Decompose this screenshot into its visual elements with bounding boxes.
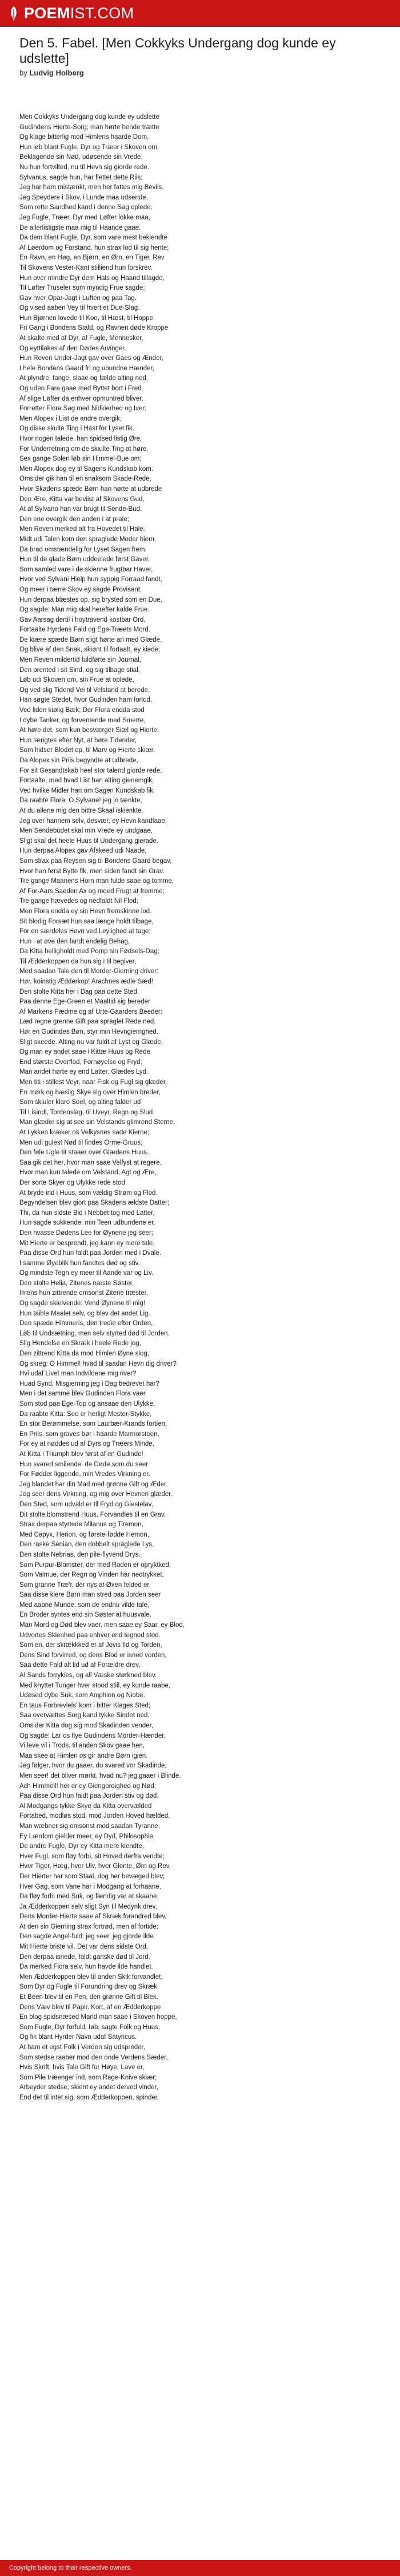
poem-line: En Broder syntes end sin Søster at huusvale. — [19, 1611, 151, 1619]
footer-copyright: Copyright belong to their respective owners. — [9, 2565, 132, 2571]
poem-line: Thi, da hun sidste Bid i Nebbet tog med Latter, — [19, 1209, 155, 1217]
poem-line: Jeg følger, hvor du gaaer, du svared vor Skadinde; — [19, 1762, 167, 1770]
poem-line: Og man ey andet saae i Kittæ Huus og Rede — [19, 1049, 150, 1056]
poem-line: En mørk og hæslig Skye sig over Himlen breder, — [19, 1089, 161, 1096]
site-logo-text — [24, 5, 134, 22]
poem-title: Den 5. Fabel. [Men Cokkyks Undergang dog kunde ey udslette] — [19, 35, 336, 66]
poem-line: Saa disse kiere Børn man stred paa Jorden seer — [19, 1591, 161, 1599]
poem-line: Dit stolte blomstrend Huus, Forvandles til en Grav. — [19, 1511, 166, 1518]
poem-line: For ey at nøddes ud af Dyrs og Træers Minde, — [19, 1441, 154, 1448]
poem-line: Mit Hierte briste vil. Det var dens sidste Ord, — [19, 1943, 148, 1951]
poem-line: Strax derpaa styrtede Milanus og Tiremon, — [19, 1521, 143, 1529]
poem-line: Den Ære, Kitta var beviist af Skovens Gud, — [19, 495, 145, 503]
poem-line: Saa gik det her, hvor man saae Velfyst at regere, — [19, 1159, 162, 1166]
poem-line: Hun over mindre Dyr dem Hals og Haand tillagde, — [19, 274, 165, 282]
poem-line: Hun til de glade Børn uddeelede først Gaver, — [19, 556, 150, 563]
poem-line: En Ravn, en Høg, en Bjørn, en Ørn, en Tiger, Rev — [19, 254, 165, 262]
poem-body — [19, 113, 385, 2103]
poem-line: Dens Væv blev til Papir. Kort, af en Ædderkoppe — [19, 2003, 161, 2011]
poem-line: For Underretning om de skiulte Ting at høre. — [19, 445, 149, 453]
poem-line: Og uden Fare gaae med Byttet bort i Fred. — [19, 385, 143, 393]
poem-line: Fortabed, modløs stod, mod Jorden Hoved hælded. — [19, 1813, 170, 1820]
poem-line: Al Sands forrykies, og all Væske størkned blev. — [19, 1672, 157, 1679]
poem-line: Omsider Kitta dog sig mod Skadinden vender, — [19, 1722, 153, 1729]
poem-line: Al Modgangs tykke Skye da Kitta overvælded — [19, 1802, 152, 1810]
poem-line: Begyndelsen blev giort paa Skadens ældste Datter; — [19, 1199, 170, 1207]
poem-line: Som stod paa Ege-Top og ansaae den Ulykke. — [19, 1401, 155, 1407]
poem-line: At bryde ind i Huus, som vældig Strøm og Flod. — [19, 1189, 158, 1197]
poem-line: Dens Morder-Hierte saae af Skræk forandred blev, — [19, 1913, 167, 1921]
poem-line: Af For-Aars Saeden Ax og moed Frugt at fromme; — [19, 887, 165, 895]
site-header — [0, 0, 400, 27]
poem-line: Den Sted, som udvald er til Fryd og Giestelav, — [19, 1501, 153, 1508]
poem-line: Til Skovens Vester-Kant stilliend hun forskrev. — [19, 264, 153, 271]
poem-line: Og klage bitterlig mod Himlens haarde Dom, — [19, 134, 149, 141]
poem-line: Sex gange Solen løb sin Himmel-Bue om; — [19, 455, 142, 463]
poem-line: Som Fugle, Dyr forfuld, løb, sagte Folk og Huus, — [19, 2023, 161, 2031]
poem-line: Gudindens Hierte-Sorg; man hørte hende trætte — [19, 123, 159, 131]
poem-line: Saa overvættes Sorg kand tykke Sindet ned. — [19, 1712, 150, 1719]
poem-line: Men Alopex i List de andre overgik, — [19, 415, 122, 422]
poem-line: End største Overflod, Fornøyelse og Fryd; — [19, 1058, 142, 1066]
poem-line: Og vised aaben Vey til hvert et Due-Slag. — [19, 305, 140, 312]
poem-line: Til Ædderkoppen da hun sig i til begiver, — [19, 958, 137, 965]
poem-line: Arbeyder stedse, skient ey andet derved vinder, — [19, 2084, 158, 2091]
poem-line: Fortaalte Hyrdens Fald og Ege-Træets Mord. — [19, 626, 151, 634]
poem-line: Der Hierter har som Staal, dog her bevæged blev; — [19, 1873, 165, 1880]
poem-line: Den ene overgik den anden i at prale; — [19, 515, 129, 523]
poem-line: Som Pile træenger ind, som Rage-Knive skiær; — [19, 2074, 157, 2081]
poem-line: Den stolte Kitta her i Dag paa dette Sted, — [19, 988, 139, 995]
poem-line: Hun løb blant Fugle, Dyr og Træer i Skoven om, — [19, 143, 159, 151]
poem-line: Læd regne grenne Gift paa spraglet Rede ned, — [19, 1018, 156, 1026]
poem-line: Hver Fugl, som fløy forbi, sit Hoved derfra vendte; — [19, 1853, 165, 1860]
poem-line: Men Reven merked alt fra Hovedet til Hale. — [19, 526, 145, 533]
poem-line: Som hidser Blodet op, til Marv og Hierte skiær. — [19, 747, 155, 754]
poem-line: Paa disse Ord hun faldt paa Jorden med i Dvale. — [19, 1250, 162, 1257]
poem-content — [19, 35, 385, 2103]
poem-line: Da Alopex sin Priis begyndte at udbrede, — [19, 757, 138, 764]
poem-line: Jeg har ham mistænkt, men her fattes mig Beviis. — [19, 184, 164, 191]
poem-line: For Fødder liggende, min Vredes Virkning er. — [19, 1471, 150, 1478]
poem-line: Omsider gik han til en snaksom Skade-Rede, — [19, 475, 151, 483]
poem-line: For en særdeles Hevn ved Leylighed at tage; — [19, 928, 151, 935]
by-label: by — [19, 69, 27, 77]
poem-line: Hver Gag, som Vane har i Modgang at forhaane, — [19, 1883, 161, 1890]
poem-line: Da fløy forbi med Suk, og fændig var at skaane. — [19, 1893, 159, 1901]
poem-line: Man andet hørte ey end Latter, Glædes Lyd. — [19, 1069, 149, 1076]
logo-suffix: IST.COM — [70, 5, 134, 22]
poem-line: Og sagde: Lar os flye Gudindens Morder-Hænder. — [19, 1732, 166, 1739]
poem-line: Hun derpaa Alopex gav Afskeed udi Naade, — [19, 847, 147, 855]
poem-line: Hvor Skadens spæde Børn han hørte at udbrede — [19, 485, 162, 493]
poem-line: Gav hver Opar-Jagt i Luften og paa Tag. — [19, 294, 137, 302]
poem-line: Som Valmue, der Regn og Vinden har nedtrykket, — [19, 1571, 164, 1579]
poem-line: Den prented i sit Sind, og sig tilbage stial, — [19, 666, 140, 674]
poem-line: Sit blodig Forsæt hun saa længe holdt tilbage, — [19, 918, 154, 925]
poem-line: Man wæbner sig omsonst mod saadan Tyranne, — [19, 1822, 160, 1830]
poem-line: Den stolte Nebrias, den pile-flyvend Drys. — [19, 1551, 141, 1558]
poem-line: Den derpaa isnede, faldt ganske død til Jord. — [19, 1953, 150, 1961]
poem-line: Hun taible Maalet selv, og blev det andet Lig. — [19, 1310, 150, 1317]
poem-line: Men udi gulest Nød til findes Orme-Gruus, — [19, 1139, 143, 1146]
poem-line: Med aabne Munde, som de endnu vilde tale, — [19, 1601, 149, 1609]
poem-line: Hun i at øve den fandt endelig Behag, — [19, 938, 130, 945]
poem-line: Da Kitta helligholdt med Pomp sin Fødsels-Dag; — [19, 948, 159, 955]
poem-line: Et Been blev til en Pen, den grønne Gift til Blek. — [19, 1994, 158, 2001]
poem-line: Man Mord og Død blev vaer, men saae ey Saar, ey Blod, — [19, 1622, 185, 1629]
poem-line: Der sorte Skyer og Ulykke rede stod — [19, 1179, 125, 1186]
poem-line: Men i det samme blev Gudinden Flora vaer, — [19, 1390, 147, 1398]
poem-line: En taus Forbrevlels' kom i bitter Klages Sted; — [19, 1702, 151, 1709]
poem-line: Med saadan Tale den til Morder-Gierning driver: — [19, 968, 159, 975]
poem-line: At du allene mig den bittre Skaal iskienkte. — [19, 807, 143, 814]
poem-line: Til Lisindl, Tordenslag, til Uveyr, Regn og Slud. — [19, 1109, 155, 1116]
poem-line: Da dem blant Fugle, Dyr, som vare mest bekiendte — [19, 234, 167, 242]
poem-line: Hvis Skrift, hvis Tale Gift for Høye, Lave er, — [19, 2064, 145, 2071]
poem-line: Løb udi Skoven om, sin Frue at oplede, — [19, 677, 134, 684]
poem-line: Tre gange Maanens Horn man fulde saae og tomme, — [19, 878, 174, 885]
poem-line: Den sagde Angel-fuld: jeg seer, jeg gjorde ilde. — [19, 1933, 155, 1941]
poem-line: Da merked Flora selv, hun havde ilde handlet. — [19, 1963, 153, 1971]
poem-line: Den zittrend Kitta da mod Himlen Øyne slog, — [19, 1350, 149, 1358]
poem-line: Hvor nogen talede, han spidsed listig Øre, — [19, 435, 142, 442]
poem-line: Som strax paa Reysen sig til Bondens Gaard begav, — [19, 857, 172, 865]
poem-line: Ved liden kiølig Bæk; Der Flora endda stod — [19, 707, 145, 714]
poem-line: Men seer! det bliver mørkt, hvad nu? jeg gaaer i Blinde. — [19, 1772, 181, 1779]
poem-line: Slig Hendelse en Skræk i heele Rede jog, — [19, 1340, 141, 1347]
poem-line: Gav Aarsag dertil i hoytravend kostbar Ord, — [19, 616, 146, 623]
poem-line: Med knyttet Tunger hver stood stiil, ey kunde raabe, — [19, 1682, 171, 1689]
poem-line: Midt udi Talen kom den spraglede Moder hiem, — [19, 535, 156, 543]
poem-line: Da raabte Flora: O Sylvane! jeg jo tænkte, — [19, 797, 142, 805]
poem-line: Den spæde Himmeris, den tredie efter Orden, — [19, 1320, 153, 1327]
poem-line: Hun længtes efter Nyt, at høre Tidender, — [19, 737, 137, 744]
poem-line: Men Sendebudet skal min Vrede ey undgaae, — [19, 827, 153, 835]
poem-line: Jeg over hannem selv, desvær, ey Hevn kandfaae; — [19, 817, 167, 825]
poem-line: Af Markens Fædme og af Urte-Gaarders Beeder; — [19, 1008, 162, 1015]
poem-line: Hun Bjørnen lovede til Koe, til Hæst, til Hoppe — [19, 314, 153, 322]
poem-line: Paa disse Ord hun faldt paa Jorden stiv og død. — [19, 1793, 159, 1800]
poem-line: Som en, der skrækkked er af Jovis Ild og Torden, — [19, 1642, 162, 1649]
poem-line: Men Flora endda ey sin Hevn fremskinne lod. — [19, 907, 152, 915]
poem-line: Til Løfter Truseler som myndig Frue sagde; — [19, 285, 145, 292]
site-footer — [0, 2560, 400, 2576]
poem-line: Og sagde skielvende: Vend Øynene til mig! — [19, 1300, 145, 1307]
poem-line: Maa skee at Himlen os gir andre Børn igien. — [19, 1752, 148, 1759]
poem-line: Jeg blandet har din Mad med grønne Gift og Æder. — [19, 1481, 168, 1488]
poem-line: End det til intet sig, som Ædderkoppen, spinder. — [19, 2094, 159, 2101]
poem-line: Ved hvilke Midler han om Sagen Kundskab fik. — [19, 787, 155, 794]
author-link[interactable]: Ludvig Holberg — [29, 69, 84, 77]
poem-line: Som granne Træ'r, der nys af Øxen felded er, — [19, 1581, 151, 1589]
poem-line: Paa denne Ege-Green et Maaltid sig bereder — [19, 998, 150, 1006]
poem-line: Man glæder sig at see sin Velstands glimrend Sterne, — [19, 1119, 175, 1126]
poem-line: Men Cokkyks Undergang dog kunde ey udslette — [19, 114, 159, 121]
poem-line: Den hvasse Dødens Lee for Øynene jeg seer; — [19, 1229, 153, 1237]
poem-line: Hun Reven Under-Jagt gav over Gaes og Ænder, — [19, 355, 163, 362]
poem-line: De allerlistigste maa mig til Haande gaae. — [19, 224, 141, 231]
poem-line: Som samled vare i de skienne frugtbar Haver, — [19, 566, 153, 573]
poem-line: Udvortes Skienhed paa enhver end tegned stod. — [19, 1631, 161, 1639]
poem-line: Men Ædderkoppen blev til anden Skik forvandlet, — [19, 1973, 163, 1981]
poem-line: Af slige Løfter da enhver opmuntred bliver, — [19, 395, 143, 402]
poem-line: Som stedse raaber mod den onde Verdens Sæder, — [19, 2054, 168, 2061]
poem-line: Da raabte Kitta: See er herligt Mester-Stykke, — [19, 1410, 152, 1418]
poem-line: Og sagde: Man mig skal herefter kalde Frue. — [19, 606, 150, 614]
poem-line: Hør, koinstig Ædderkop! Arachnes ædle Sæd! — [19, 978, 153, 986]
poem-line: Og fik blant Hyrder Navn udaf Satyricus. — [19, 2034, 137, 2041]
poem-line: Da brad omstændelig for Lyset Sagen frem. — [19, 546, 147, 553]
poem-line: Og skreg: O Himmel! hvad til saadan Hevn dig driver? — [19, 1360, 177, 1367]
poem-line: Hvi udaf Livet man Indvildene mig river? — [19, 1370, 137, 1378]
poem-line: At Lykken kræker os Velkysnes sade Kierne; — [19, 1129, 150, 1136]
poem-line: Den føle Ugle tit staaer over Glædens Huus. — [19, 1149, 149, 1157]
poem-line: Hvor ved Sylvani Hielp hun syppig Forraad fandt, — [19, 576, 162, 583]
poem-line: Huad Synd, Misgierning jeg i Dag bedrevet har? — [19, 1380, 159, 1387]
poem-line: For sit Gesandtskab heel stor talend giorde rede, — [19, 767, 162, 774]
poem-line: Som skiuler klare Soel, og alting falder ud — [19, 1099, 141, 1106]
poem-line: Som Purpur-Blomster, der med Roden er opryktked, — [19, 1561, 171, 1569]
poem-line: Hør en Gudindes Bøn, styr min Hevngierrighed. — [19, 1029, 158, 1036]
poem-line: Og meer i tærre Skov ey sagde Provisant. — [19, 586, 142, 593]
poem-line: Mit Hierte er besprendt, jeg kann ey mere tale. — [19, 1239, 155, 1247]
poem-line: Dens Sind forvirred, og dens Blod er isned vorden, — [19, 1651, 167, 1659]
poem-line: Sligt skal det heele Huus til Undergang gierade. — [19, 837, 158, 845]
poem-line: At skalte med af Dyr, af Fugle, Mennesker, — [19, 335, 143, 342]
poem-line: At Kitta i Triumph blev først af en Gudinde! — [19, 1450, 143, 1458]
poem-line: Imens hun zittrende omsonst Zitene træster, — [19, 1290, 148, 1297]
poem-line: At høre det, som kun besværger Siæl og Hierte. — [19, 727, 159, 734]
poem-line: Men titi i stillest Veyr, naar Fisk og Fugl sig glæder, — [19, 1079, 167, 1086]
poem-line: Jeg seer dens Virkning, og mig over Hevnen glæder. — [19, 1491, 173, 1498]
poem-line: Den raske Senian, den dobbelt spraglede Lys, — [19, 1541, 154, 1549]
poem-line: At af Sylvano han var brugt til Sende-Bud. — [19, 506, 142, 513]
quill-pen-icon — [8, 6, 19, 22]
poem-line: I samme Øyeblik hun fandtes død og stiv, — [19, 1259, 140, 1267]
poem-line: I dybe Tanker, og forventende med Smerte, — [19, 717, 146, 724]
logo-main: POEM — [24, 5, 70, 22]
poem-line: At den sin Gierning strax fortrød, men af fortide; — [19, 1923, 158, 1930]
poem-line: Den stolte Helia, Zitenes næste Søster, — [19, 1279, 134, 1287]
poem-line: Jeg Fugle, Træer, Dyr med Løfter lokke maa, — [19, 214, 150, 221]
poem-line: Men Reven mildertid fuldførte sin Journal, — [19, 657, 141, 664]
poem-line: Ey Lærdom gielder meer, ey Dyd, Philosophie. — [19, 1833, 155, 1840]
poem-line: Forretter Flora Sag med Nidkierhed og Iver; — [19, 405, 147, 413]
poem-line: Sylvanus, sagde hun, har flettet dette Riis; — [19, 174, 143, 181]
poem-line: Fri Gang i Bondens Stald, og Ravnen døde Kroppe — [19, 325, 169, 332]
poem-line: Hver Tiger, Hæg, hver Ulv, hver Glente, Ørn og Rev, — [19, 1863, 171, 1870]
poem-byline — [19, 69, 385, 77]
poem-line: Hvor man kun talede om Velstand, Agt og Ære, — [19, 1169, 157, 1177]
poem-line: I hele Bondens Gaard fri og ubundne Hænder, — [19, 365, 154, 372]
poem-line: Men Alopex dog ey til Sagens Kundskab kom. — [19, 465, 153, 473]
poem-line: Og mindste Tegn ey meer til Aande var og Liv. — [19, 1270, 154, 1277]
poem-line: Tre gange hævedes og nedfaldt Nil Flod; — [19, 898, 138, 905]
poem-line: Hun derpaa blæstes op, sig brysted som en Due, — [19, 596, 162, 603]
poem-line: En Priis, som graves bør i haarde Marmorsteen, — [19, 1430, 159, 1438]
poem-line: Fortaalte, med hvad List han alting gienemgik, — [19, 777, 154, 785]
poem-line: Nu hun fortvilted, nu til Hevn sig giorde rede. — [19, 163, 149, 171]
poem-line: Vi leve vil i Trods, til anden Skov gaae hen, — [19, 1742, 145, 1750]
poem-line: Og eyttilakes af den Dødes Arvinger. — [19, 345, 126, 352]
poem-line: Udøsed dybe Suk, som Amphion og Niobe. — [19, 1692, 145, 1699]
poem-line: Beklagende sin Nød, udøsende sin Vrede. — [19, 154, 143, 161]
poem-line: Hun sagde sukkende: min Teen udbundene er, — [19, 1219, 155, 1227]
poem-line: At plyndre, fange, slaae og fælde alting ned, — [19, 375, 149, 382]
poem-line: Med Capyx, Herion, og første-fødde Hemon, — [19, 1531, 149, 1538]
poem-line: Løb til Undsætning, men selv styrted død til Jorden. — [19, 1330, 170, 1337]
poem-line: Hun svared smilende: de Døde,som du seer — [19, 1461, 148, 1468]
poem-line: En blog spidsnæsed Mand man saae i Skoven hoppe, — [19, 2014, 177, 2021]
poem-line: Og blive af den Snak, skiønt til fortaalt, ey kiede; — [19, 646, 161, 654]
poem-line: Ja Ædderkoppen selv sligt Syn til Medynk drev, — [19, 1903, 157, 1910]
poem-line: Og disse skulte Ting i Hast for Lyset fik. — [19, 425, 134, 433]
poem-line: Jeg Speydere i Skov, i Lunde maa udsende, — [19, 194, 148, 201]
poem-line: Og ved slig Tidend Vei til Velstand at berede. — [19, 686, 150, 694]
poem-line: Som Dyr og Fugle til Forundring drev og Skræk. — [19, 1983, 159, 1991]
poem-line: Saa dette Fald alt lid ud af Forældre drev, — [19, 1662, 141, 1669]
poem-line: En stor Berømmelse, som Laurbær-Krands fortien, — [19, 1421, 167, 1428]
poem-line: Sligt skeede. Alting nu var fuldt af Lyst og Glæde, — [19, 1038, 163, 1046]
poem-line: Som rette Sandhed kand i denne Sag oplede; — [19, 204, 153, 211]
poem-line: Ach Himmell! her er ey Giengordighed og Nød; — [19, 1782, 157, 1790]
poem-line: De kiære spæde Børn sligt hørte an med Glæde, — [19, 636, 162, 643]
site-logo[interactable] — [8, 5, 134, 22]
poem-line: At ham et egst Folk i Verden sig udspreder, — [19, 2044, 145, 2051]
poem-line: Af Løerdom og Forstand, hun strax lod til sig hente; — [19, 244, 169, 251]
poem-line: De andre Fugle, Dyr ey Kitta mere kiendte, — [19, 1843, 144, 1850]
poem-line: Hvor han først Bytte fik, men siden fandt sin Grav. — [19, 867, 165, 875]
poem-line: Han søgte Stedet, hvor Gudinden ham forlod, — [19, 697, 153, 704]
